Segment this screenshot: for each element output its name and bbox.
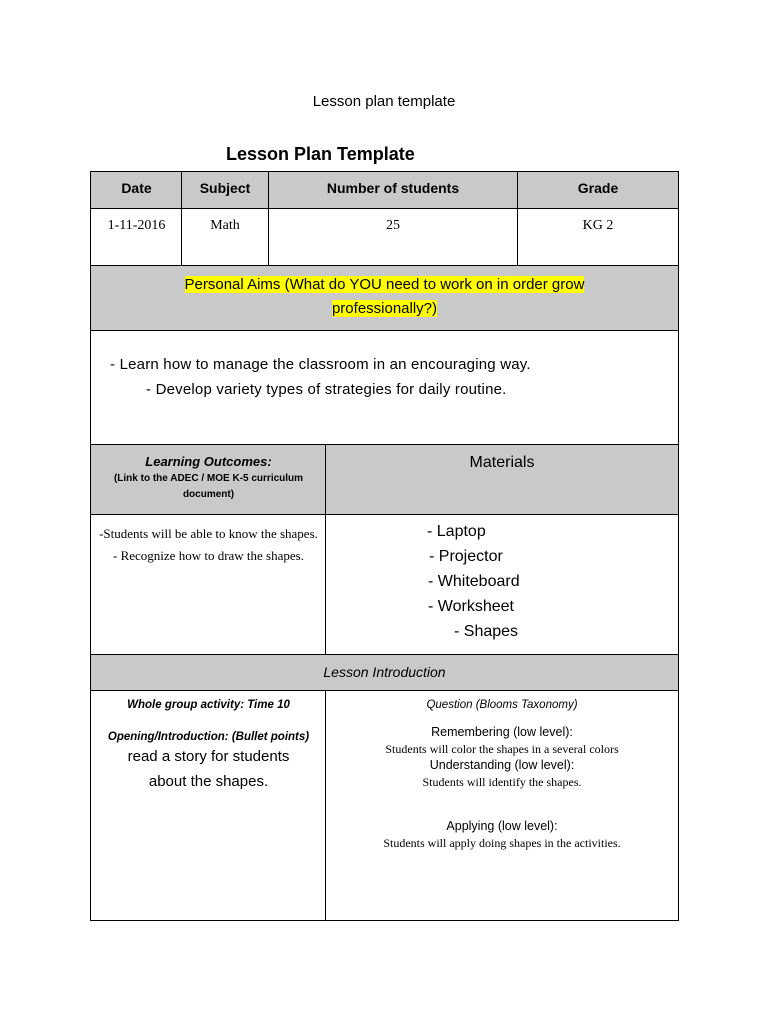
question-level: Applying (low level):: [446, 819, 558, 833]
grade-value: KG 2: [517, 209, 678, 265]
question-text: Students will apply doing shapes in the activities.: [383, 836, 621, 850]
materials-header: [325, 445, 678, 514]
lesson-introduction-header: [90, 654, 679, 691]
whole-group-activity: Whole group activity: Time 10: [127, 699, 290, 711]
learning-outcomes-title: Learning Outcomes:: [145, 454, 272, 469]
table-title: Lesson Plan Template: [226, 144, 415, 164]
header-subject: Subject: [181, 172, 268, 208]
material-item: - Laptop: [427, 523, 486, 540]
aim-item: - Develop variety types of strategies for daily routine.: [146, 381, 507, 398]
learning-outcomes-subtitle: (Link to the ADEC / MOE K-5 curriculum document): [113, 473, 304, 500]
materials-title: Materials: [469, 454, 535, 471]
question-level: Understanding (low level):: [429, 758, 575, 772]
lesson-introduction-body: [90, 690, 679, 921]
info-header-row: [90, 171, 679, 209]
question-text: Students will identify the shapes.: [422, 775, 582, 789]
question-title: Question (Blooms Taxonomy): [426, 699, 578, 711]
opening-text: read a story for students about the shapes.: [127, 748, 290, 790]
personal-aims-header: [90, 265, 679, 331]
personal-aims-body: [90, 330, 679, 445]
document-heading: Lesson plan template: [312, 93, 456, 110]
outcome-item: -Students will be able to know the shapes.: [99, 526, 318, 541]
material-item: - Worksheet: [428, 598, 514, 615]
material-item: - Projector: [429, 548, 503, 565]
material-item: - Shapes: [454, 623, 519, 640]
outcomes-materials-header: [90, 444, 679, 515]
questions-cell: [325, 691, 678, 920]
info-values-row: [90, 208, 679, 266]
students-value: 25: [268, 209, 517, 265]
outcomes-materials-body: [90, 514, 679, 655]
whole-group-cell: [91, 691, 326, 920]
material-item: - Whiteboard: [428, 573, 520, 590]
header-number-of-students: Number of students: [268, 172, 517, 208]
header-date: Date: [121, 180, 152, 196]
opening-label: Opening/Introduction: (Bullet points): [107, 731, 310, 743]
learning-outcomes-header: [91, 445, 326, 514]
outcome-item: - Recognize how to draw the shapes.: [113, 547, 304, 563]
date-value: 1-11-2016: [107, 218, 166, 233]
materials-list: [325, 515, 678, 654]
aim-item: - Learn how to manage the classroom in an encouraging way.: [110, 356, 531, 373]
personal-aims-title: Personal Aims (What do YOU need to work on in order grow professionally?): [184, 276, 585, 317]
question-level: Remembering (low level):: [431, 725, 573, 739]
learning-outcomes-list: [91, 515, 326, 654]
question-text: Students will color the shapes in a several colors: [385, 742, 619, 756]
header-grade: Grade: [517, 172, 678, 208]
subject-value: Math: [181, 209, 268, 265]
lesson-introduction-title: Lesson Introduction: [323, 664, 446, 680]
